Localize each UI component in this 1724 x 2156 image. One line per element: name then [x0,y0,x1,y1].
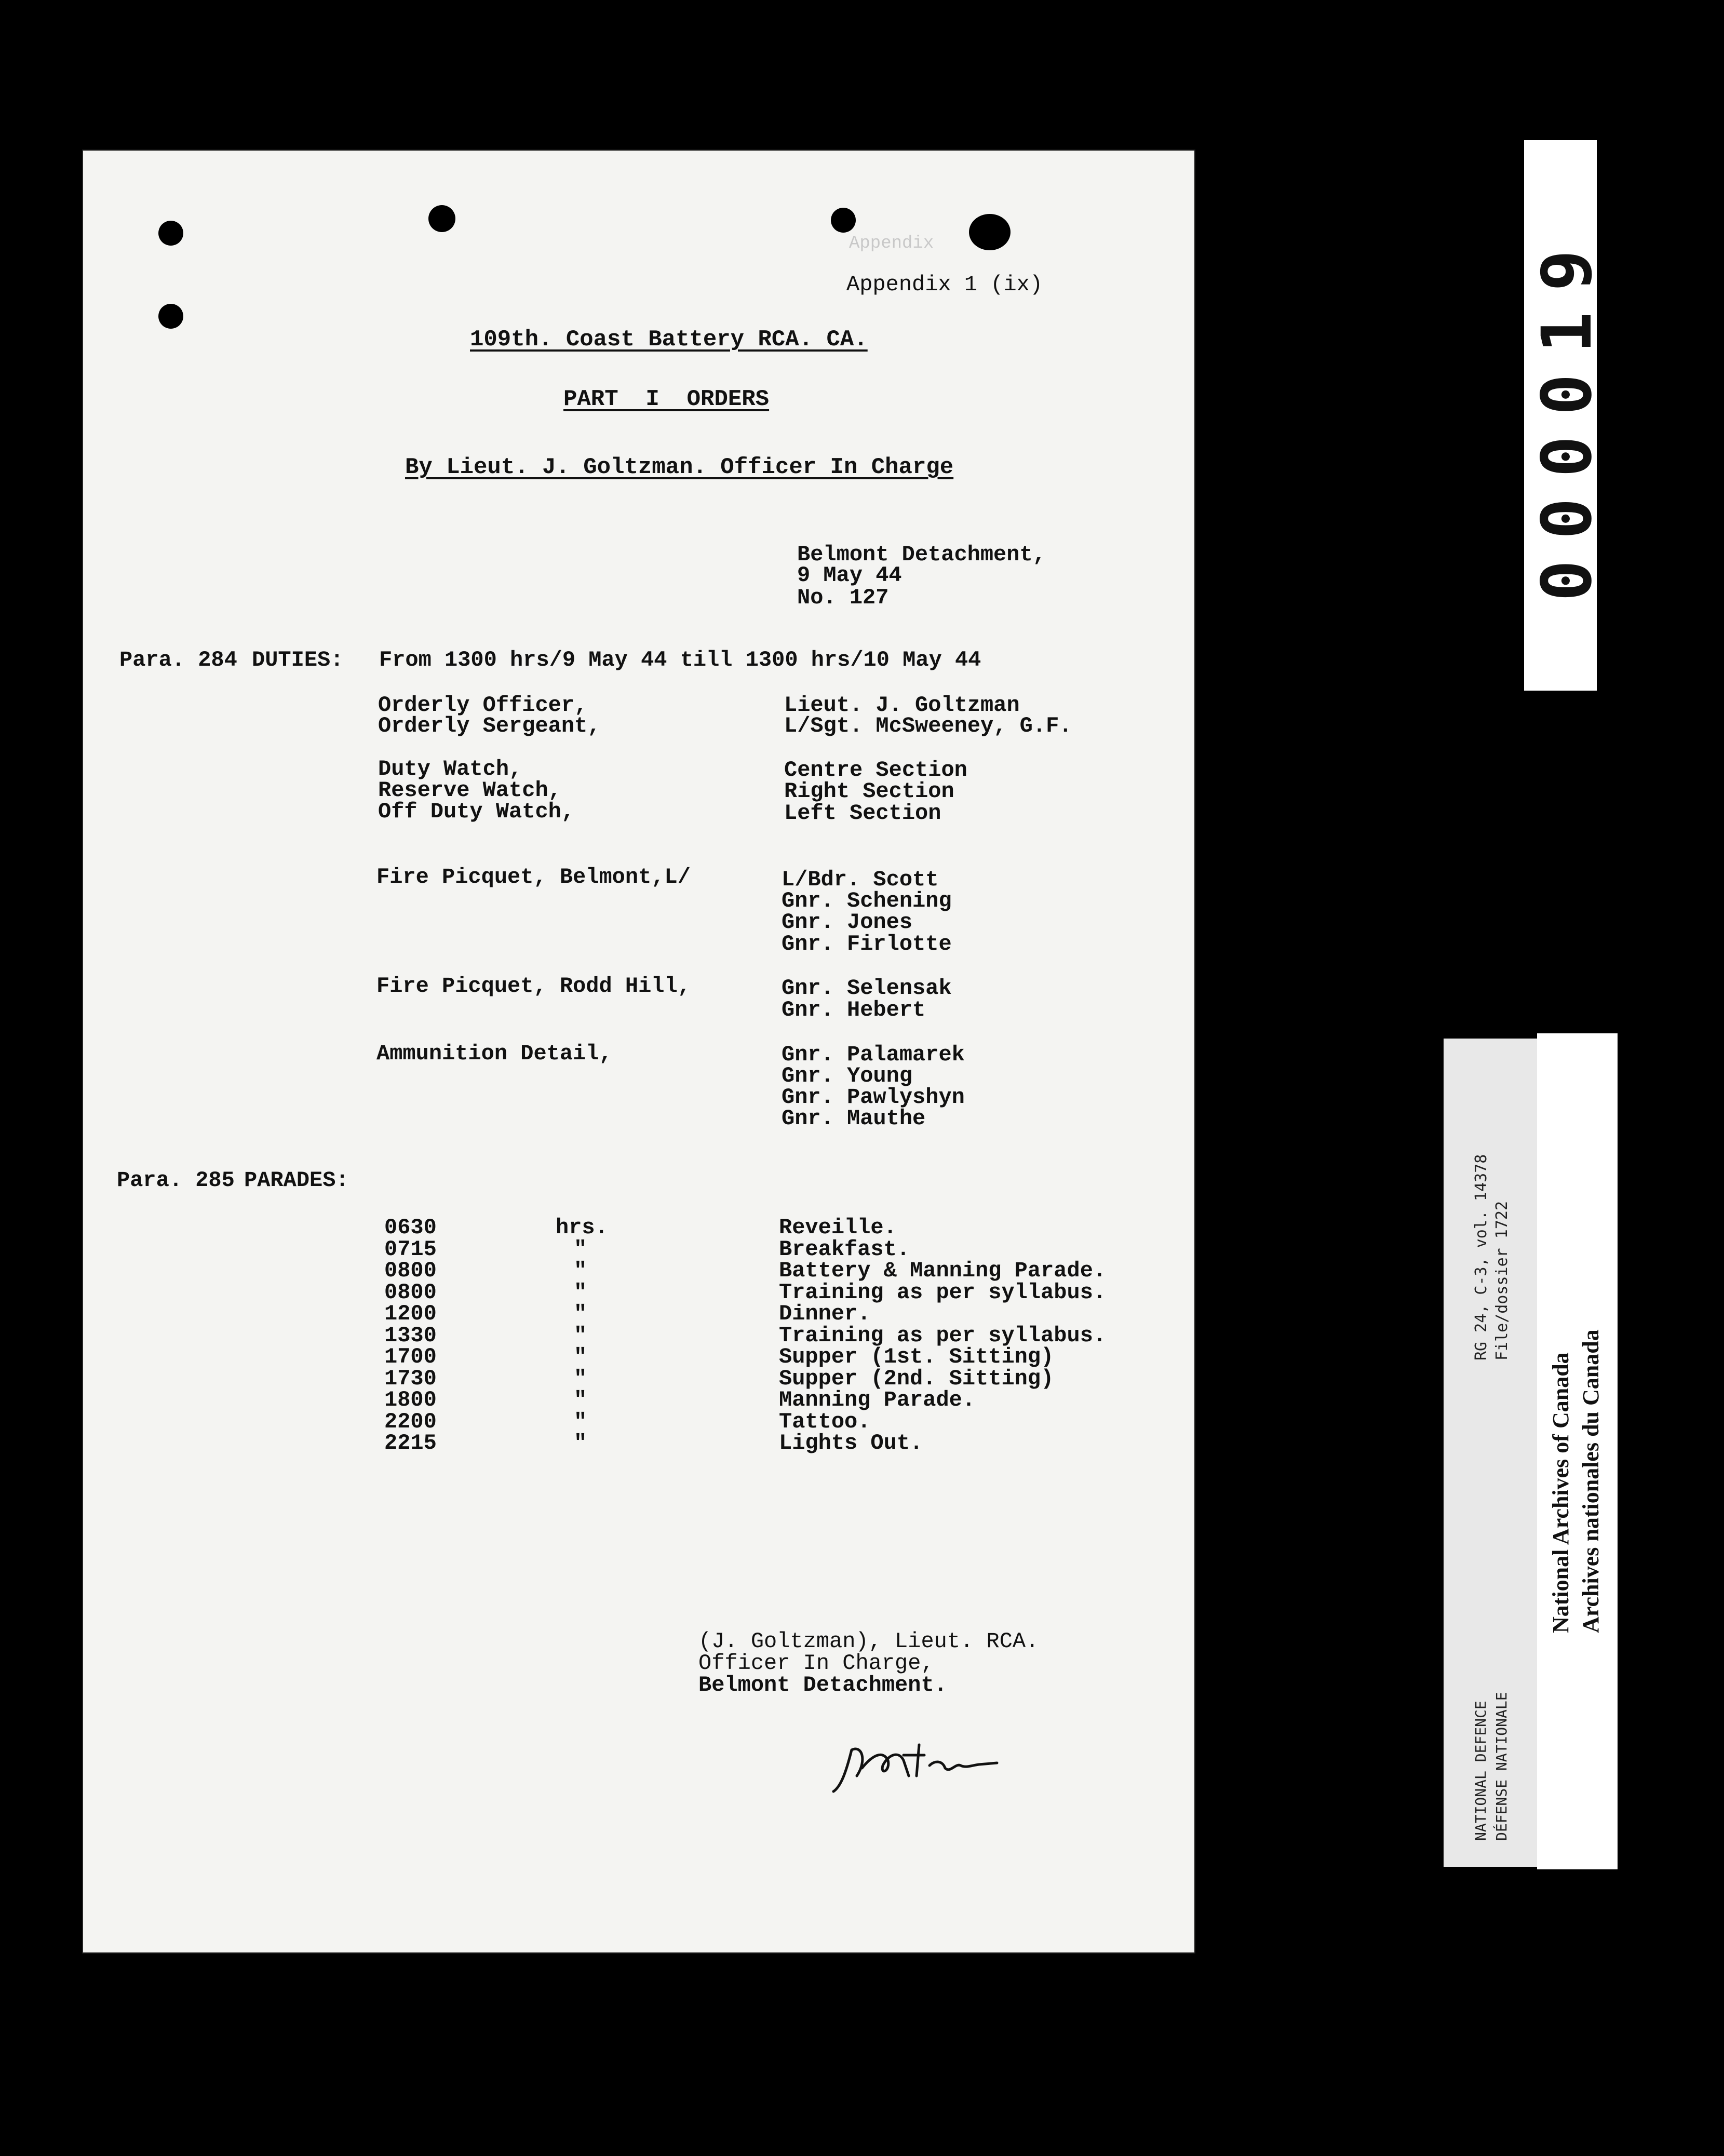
archive-reference-label [1444,1039,1537,1867]
parade-time-unit: " [574,1301,587,1326]
unit-heading: 109th. Coast Battery RCA. CA. [470,327,868,353]
frame-number: 000019 [1527,229,1607,602]
punch-hole [158,221,183,246]
orderly-sergeant: L/Sgt. McSweeney, G.F. [784,713,1072,738]
parade-row [384,1387,1215,1412]
parade-time: 1330 [384,1323,437,1348]
ammunition-member: Gnr. Palamarek [782,1042,965,1067]
off-duty-watch: Left Section [784,801,941,826]
parade-event: Reveille. [779,1215,897,1240]
order-number: No. 127 [797,585,889,610]
ammunition-member: Gnr. Mauthe [782,1106,926,1131]
parade-time: 2215 [384,1431,437,1456]
parade-time-unit: " [574,1236,587,1262]
appendix-reference: Appendix 1 (ix) [846,272,1043,297]
orderly-officer: Lieut. J. Goltzman [784,693,1020,718]
fire-picquet-belmont-member: Gnr. Schening [782,888,952,913]
punch-hole [831,208,856,233]
parade-time: 0715 [384,1236,437,1262]
signatory-title: Officer In Charge, [698,1651,934,1676]
parade-event: Dinner. [779,1301,871,1326]
para-285: Para. 285 [117,1168,235,1193]
frame-number-strip [1524,140,1607,691]
parades-heading: PARADES: [244,1168,349,1193]
signatory-detachment: Belmont Detachment. [698,1673,947,1697]
by-line: By Lieut. J. Goltzman. Officer In Charge [405,454,954,480]
parade-time: 1700 [384,1344,437,1369]
parades-table [384,1215,1215,1456]
department-line2: DÉFENSE NATIONALE [1493,1692,1510,1841]
archive-reference-line1: RG 24, C-3, vol. 14378 [1472,1154,1490,1360]
orderly-sergeant-label: Orderly Sergeant, [378,713,601,738]
para-284: Para. 284 [119,648,237,672]
parade-row [384,1409,1215,1434]
parade-event: Training as per syllabus. [779,1323,1107,1348]
reserve-watch: Right Section [784,779,954,804]
parade-row [384,1258,1215,1283]
fire-picquet-rodd-member: Gnr. Selensak [782,976,952,1001]
parade-event: Manning Parade. [779,1387,976,1412]
parade-event: Breakfast. [779,1236,910,1262]
parade-row [384,1279,1215,1305]
location: Belmont Detachment, [797,542,1046,567]
parade-event: Training as per syllabus. [779,1279,1107,1305]
duties-period: From 1300 hrs/9 May 44 till 1300 hrs/10 May 44 [379,648,981,672]
order-date: 9 May 44 [797,563,902,588]
parade-row [384,1431,1215,1456]
duty-watch: Centre Section [784,758,967,783]
parade-time: 1730 [384,1366,437,1391]
parade-event: Supper (1st. Sitting) [779,1344,1054,1369]
parade-event: Tattoo. [779,1409,871,1434]
fire-picquet-belmont-label: Fire Picquet, Belmont,L/ [376,865,691,890]
duties-heading: DUTIES: [252,648,344,672]
signatory-name: (J. Goltzman), Lieut. RCA. [698,1629,1039,1654]
parade-time: 2200 [384,1409,437,1434]
handwritten-signature [831,1740,1028,1802]
ammunition-detail-label: Ammunition Detail, [376,1041,612,1066]
parade-time: 1800 [384,1387,437,1412]
parade-time-unit: " [574,1323,587,1348]
reserve-watch-label: Reserve Watch, [378,778,561,803]
punch-hole [428,205,455,232]
parade-time-unit: " [574,1279,587,1305]
fire-picquet-rodd-label: Fire Picquet, Rodd Hill, [376,974,691,999]
parade-row [384,1344,1215,1369]
parade-time-unit: hrs. [556,1215,608,1240]
department-line1: NATIONAL DEFENCE [1472,1701,1489,1841]
fire-picquet-belmont-member: L/Bdr. Scott [782,867,939,892]
parade-time-unit: " [574,1366,587,1391]
parade-time: 1200 [384,1301,437,1326]
part-heading: PART I ORDERS [563,386,770,412]
parade-time-unit: " [574,1344,587,1369]
punch-hole [158,304,183,329]
duty-watch-label: Duty Watch, [378,757,522,781]
parade-row [384,1215,1215,1240]
parade-time-unit: " [574,1258,587,1283]
parade-event: Lights Out. [779,1431,923,1456]
parade-time: 0800 [384,1258,437,1283]
parade-row [384,1323,1215,1348]
archive-reference-line2: File/dossier 1722 [1493,1201,1511,1360]
archives-name-en: National Archives of Canada [1548,1352,1573,1633]
parade-row [384,1236,1215,1262]
parade-row [384,1301,1215,1326]
parade-time-unit: " [574,1409,587,1434]
parade-time-unit: " [574,1431,587,1456]
archives-name-label [1537,1033,1618,1869]
parade-event: Supper (2nd. Sitting) [779,1366,1054,1391]
document-page [83,151,1194,1952]
orderly-officer-label: Orderly Officer, [378,693,588,718]
punch-hole [969,214,1011,250]
off-duty-watch-label: Off Duty Watch, [378,799,575,824]
archives-name-fr: Archives nationales du Canada [1578,1329,1604,1633]
parade-time: 0630 [384,1215,437,1240]
ammunition-member: Gnr. Young [782,1063,913,1088]
parade-row [384,1366,1215,1391]
faint-appendix-text: Appendix [849,234,934,253]
parade-event: Battery & Manning Parade. [779,1258,1107,1283]
fire-picquet-belmont-member: Gnr. Firlotte [782,932,952,956]
fire-picquet-rodd-member: Gnr. Hebert [782,998,926,1022]
parade-time-unit: " [574,1387,587,1412]
ammunition-member: Gnr. Pawlyshyn [782,1085,965,1110]
parade-time: 0800 [384,1279,437,1305]
fire-picquet-belmont-member: Gnr. Jones [782,910,913,935]
